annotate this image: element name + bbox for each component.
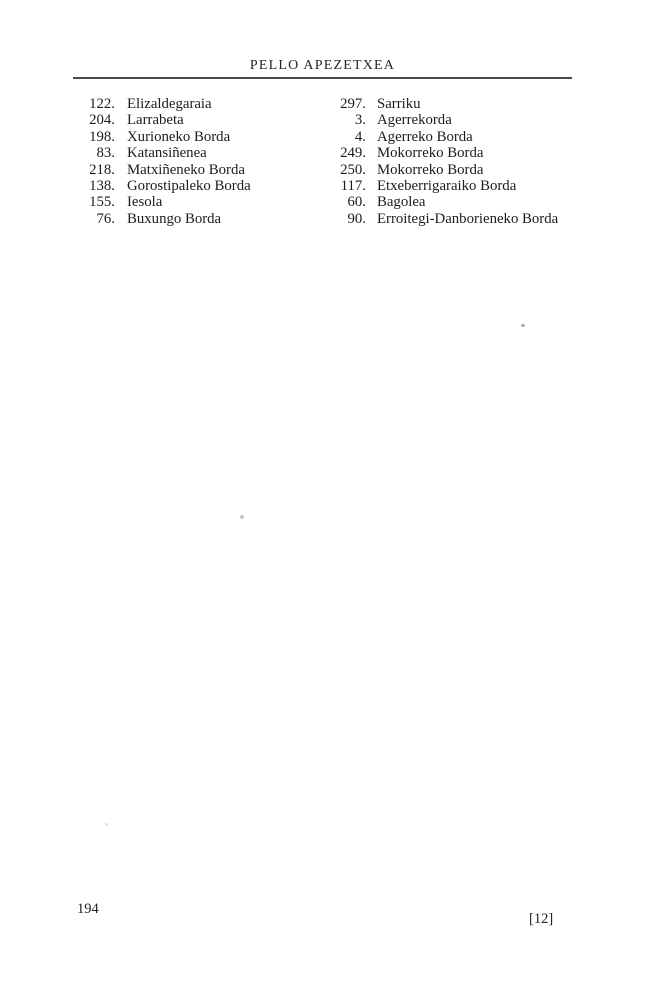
entry-number: 122. [89, 96, 115, 112]
list-item [85, 145, 251, 161]
list-item [85, 178, 251, 194]
scan-speck [105, 823, 108, 826]
entry-number: 155. [89, 194, 115, 211]
entry-name: Katansiñenea [127, 145, 207, 162]
entry-number: 218. [89, 161, 115, 178]
entry-name: Xurioneko Borda [127, 128, 231, 145]
list-item [85, 112, 251, 128]
list-item [85, 96, 251, 112]
list-item [333, 112, 558, 128]
scan-speck [240, 515, 244, 519]
list-item [333, 96, 558, 112]
list-item [85, 211, 251, 227]
entry-number: 250. [340, 161, 366, 178]
entry-name: Etxeberrigaraiko Borda [377, 178, 517, 195]
entry-name: Mokorreko Borda [377, 145, 484, 162]
entry-name: Elizaldegaraia [127, 96, 212, 112]
entry-name: Mokorreko Borda [377, 161, 484, 178]
entry-name: Agerrekorda [377, 112, 452, 129]
list-item [85, 162, 251, 178]
running-header: PELLO APEZETXEA [249, 58, 396, 73]
entry-number: 60. [347, 194, 366, 211]
entry-number: 76. [96, 210, 115, 227]
scan-speck [521, 324, 525, 327]
entry-name: Buxungo Borda [127, 210, 222, 227]
entry-name: Larrabeta [127, 112, 184, 129]
entry-name: Matxiñeneko Borda [127, 161, 245, 178]
entry-number: 3. [354, 112, 366, 129]
entry-name: Erroitegi-Danborieneko Borda [377, 210, 559, 227]
list-item [333, 129, 558, 145]
page-number: 194 [77, 901, 99, 917]
entry-number: 204. [89, 112, 115, 129]
list-item [333, 145, 558, 161]
list-column-left [85, 96, 251, 227]
entry-number: 297. [340, 96, 366, 112]
list-item [85, 129, 251, 145]
list-item [333, 211, 558, 227]
list-column-right [333, 96, 558, 227]
entry-number: 117. [340, 178, 366, 195]
entry-name: Gorostipaleko Borda [127, 178, 251, 195]
bracket-folio-number: [12] [529, 911, 554, 927]
entry-name: Iesola [127, 194, 163, 211]
list-item [333, 162, 558, 178]
header-rule [73, 77, 572, 79]
list-item [85, 194, 251, 210]
entry-name: Sarriku [377, 96, 421, 112]
entry-number: 138. [89, 178, 115, 195]
entry-name: Bagolea [377, 194, 426, 211]
list-item [333, 194, 558, 210]
entry-name: Agerreko Borda [377, 128, 473, 145]
entry-number: 249. [340, 145, 366, 162]
entry-number: 4. [354, 128, 366, 145]
list-item [333, 178, 558, 194]
entry-number: 90. [347, 210, 366, 227]
entry-number: 83. [96, 145, 115, 162]
entry-number: 198. [89, 128, 115, 145]
